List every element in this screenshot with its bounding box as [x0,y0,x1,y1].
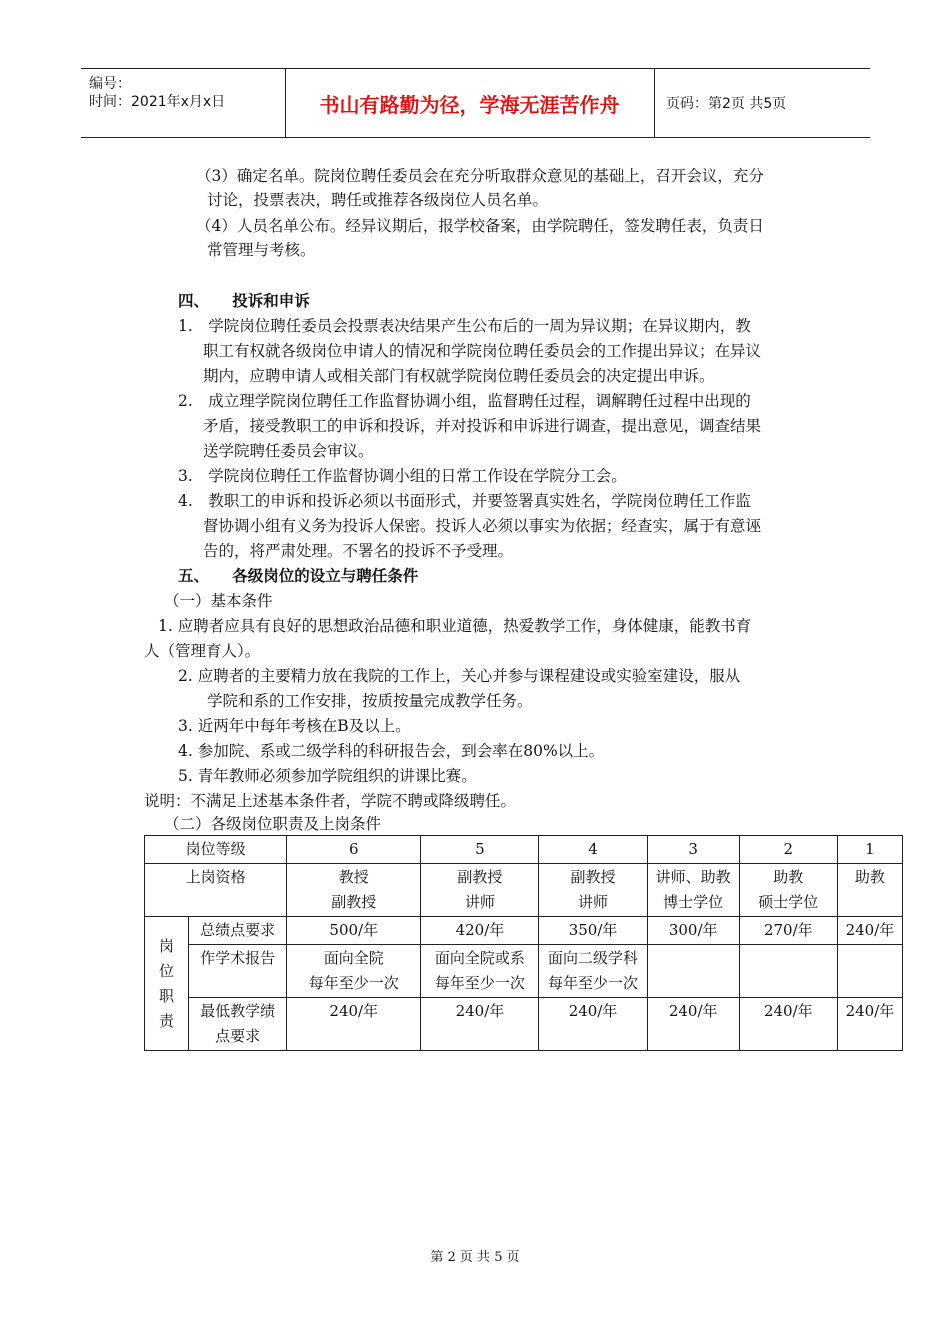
table-row [145,864,903,917]
cell-line: 助教 [854,868,885,886]
paragraph-line: 人（管理育人）。 [144,642,261,660]
cell-line: 责 [159,1011,175,1030]
qualification-cell [539,864,647,917]
points-cell: 350/年 [539,917,647,945]
paragraph-line: 2. 成立理学院岗位聘任工作监督协调小组，监督聘任过程，调解聘任过程中出现的 [178,392,751,410]
min-points-cell: 240/年 [647,998,739,1051]
paragraph-line: 常管理与考核。 [207,241,316,259]
cell-line: 面向全院或系 [434,949,525,967]
qualification-cell [287,864,421,917]
paragraph-line: 5. 青年教师必须参加学院组织的讲课比赛。 [178,767,477,785]
points-cell: 270/年 [739,917,837,945]
paragraph-line: 3. 近两年中每年考核在B及以上。 [178,717,411,735]
cell-line: 职 [159,986,175,1005]
table-row [145,917,903,945]
points-cell: 300/年 [647,917,739,945]
paragraph-line: 讨论，投票表决，聘任或推荐各级岗位人员名单。 [207,191,549,209]
cell-line: 面向全院 [323,949,384,967]
paragraph-line: 学院和系的工作安排，按质按量完成教学任务。 [207,692,533,710]
cell-line: 副教授 [331,893,377,911]
min-points-cell: 240/年 [739,998,837,1051]
header-page-label: 页码：第2页 共5页 [666,96,787,112]
row-label-cell: 总绩点要求 [189,917,287,945]
paragraph-line: 督协调小组有义务为投诉人保密。投诉人必须以事实为依据；经查实，属于有意诬 [203,517,762,535]
header-motto: 书山有路勤为径，学海无涯苦作舟 [285,69,655,137]
cell-line: 讲师 [578,893,609,911]
paragraph-line: 4. 参加院、系或二级学科的科研报告会，到会率在80%以上。 [178,742,605,760]
number-label: 编号： [89,76,131,92]
date-label: 时间：2021年x月x日 [89,94,226,110]
level-cell: 1 [837,836,902,864]
report-cell [421,945,539,998]
page-header [81,68,870,138]
paragraph-line: 4. 教职工的申诉和投诉必须以书面形式，并要签署真实姓名，学院岗位聘任工作监 [178,492,751,510]
positions-table [144,835,903,1051]
header-left-cell [81,69,286,137]
cell-line: 讲师、助教 [655,868,731,886]
qualification-cell [421,864,539,917]
min-points-cell: 240/年 [539,998,647,1051]
cell-line: 每年至少一次 [548,974,639,992]
paragraph-line: 2. 应聘者的主要精力放在我院的工作上，关心并参与课程建设或实验室建设，服从 [178,667,741,685]
level-cell: 3 [647,836,739,864]
cell-line: 岗 [159,936,175,955]
cell-line: 面向二级学科 [548,949,639,967]
paragraph-line: 1. 应聘者应具有良好的思想政治品德和职业道德，热爱教学工作，身体健康，能教书育 [158,617,752,635]
qualification-cell [837,864,902,917]
cell-line: 博士学位 [663,893,724,911]
paragraph-line: （3）确定名单。院岗位聘任委员会在充分听取群众意见的基础上，召开会议，充分 [196,167,764,185]
row-label-cell: 作学术报告 [189,945,287,998]
report-cell [539,945,647,998]
table-row [145,998,903,1051]
cell-line: 教授 [338,868,369,886]
min-points-cell: 240/年 [287,998,421,1051]
points-cell: 240/年 [837,917,902,945]
table-row [145,836,903,864]
report-cell [837,945,902,998]
subheading-basic-conditions: （一）基本条件 [164,592,273,610]
row-label-cell [189,998,287,1051]
cell-line: 硕士学位 [758,893,819,911]
page-footer: 第 2 页 共 5 页 [430,1250,520,1265]
cell-line: 每年至少一次 [434,974,525,992]
subheading-duties: （二）各级岗位职责及上岗条件 [164,815,382,833]
report-cell [287,945,421,998]
level-cell: 5 [421,836,539,864]
cell-line: 助教 [773,868,804,886]
qualification-cell [739,864,837,917]
paragraph-line: 说明：不满足上述基本条件者，学院不聘或降级聘任。 [144,792,517,810]
level-cell: 6 [287,836,421,864]
cell-line: 副教授 [457,868,503,886]
min-points-cell: 240/年 [837,998,902,1051]
paragraph-line: 3. 学院岗位聘任工作监督协调小组的日常工作设在学院分工会。 [178,467,627,485]
paragraph-line: 1. 学院岗位聘任委员会投票表决结果产生公布后的一周为异议期；在异议期内，教 [178,317,751,335]
cell-line: 点要求 [215,1027,261,1045]
level-cell: 4 [539,836,647,864]
report-cell [647,945,739,998]
cell-line: 每年至少一次 [308,974,399,992]
paragraph-line: （4）人员名单公布。经异议期后，报学校备案，由学院聘任，签发聘任表，负责日 [196,217,764,235]
paragraph-line: 职工有权就各级岗位申请人的情况和学院岗位聘任委员会的工作提出异议；在异议 [203,342,762,360]
duty-header-cell [145,917,189,1051]
paragraph-line: 送学院聘任委员会审议。 [203,442,374,460]
table-row [145,945,903,998]
section-heading-complaints: 四、 投诉和申诉 [178,292,310,310]
table-header-cell: 岗位等级 [145,836,287,864]
points-cell: 420/年 [421,917,539,945]
level-cell: 2 [739,836,837,864]
paragraph-line: 期内，应聘申请人或相关部门有权就学院岗位聘任委员会的决定提出申诉。 [203,367,715,385]
cell-line: 位 [159,961,175,980]
cell-line: 最低教学绩 [200,1002,276,1020]
qualification-cell [647,864,739,917]
section-heading-positions: 五、 各级岗位的设立与聘任条件 [178,567,419,585]
points-cell: 500/年 [287,917,421,945]
min-points-cell: 240/年 [421,998,539,1051]
cell-line: 副教授 [570,868,616,886]
paragraph-line: 告的，将严肃处理。不署名的投诉不予受理。 [203,542,514,560]
table-header-cell: 上岗资格 [145,864,287,917]
report-cell [739,945,837,998]
cell-line: 讲师 [464,893,495,911]
paragraph-line: 矛盾，接受教职工的申诉和投诉，并对投诉和申诉进行调查，提出意见，调查结果 [203,417,762,435]
